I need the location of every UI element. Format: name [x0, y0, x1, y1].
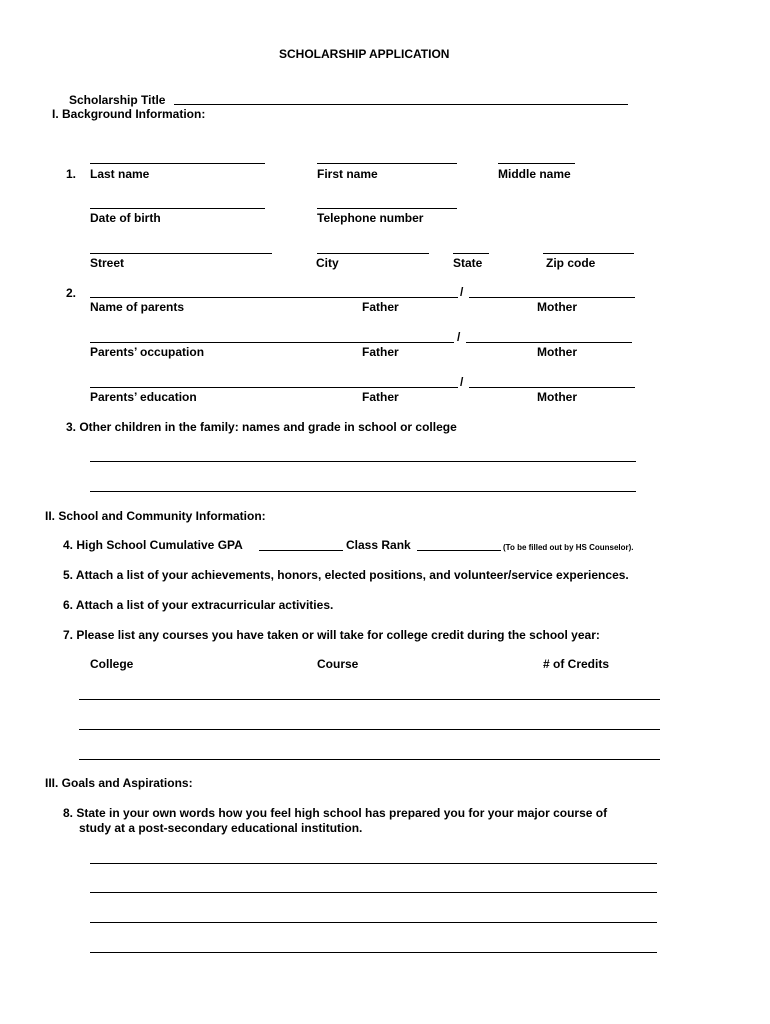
- credits-column-header: # of Credits: [543, 657, 610, 671]
- date-of-birth-field[interactable]: [90, 208, 265, 209]
- class-rank-label: Class Rank: [346, 538, 411, 552]
- last-name-label: Last name: [90, 167, 150, 181]
- essay-answer-line[interactable]: [90, 892, 657, 893]
- parents-education-mother-field[interactable]: [469, 387, 635, 388]
- other-children-line[interactable]: [90, 491, 636, 492]
- state-field[interactable]: [453, 253, 489, 254]
- gpa-field[interactable]: [259, 550, 343, 551]
- item-number-1: 1.: [66, 167, 77, 181]
- slash: /: [457, 330, 461, 344]
- class-rank-field[interactable]: [417, 550, 501, 551]
- slash: /: [460, 285, 464, 299]
- course-column-header: Course: [317, 657, 359, 671]
- page-title: SCHOLARSHIP APPLICATION: [279, 47, 450, 61]
- scholarship-title-label: Scholarship Title: [69, 93, 166, 107]
- college-column-header: College: [90, 657, 134, 671]
- section-2-heading: II. School and Community Information:: [45, 509, 266, 523]
- parents-occupation-mother-field[interactable]: [466, 342, 632, 343]
- essay-answer-line[interactable]: [90, 952, 657, 953]
- item-number-2: 2.: [66, 286, 77, 300]
- question-8-line-2: study at a post-secondary educational institution.: [79, 821, 363, 835]
- other-children-line[interactable]: [90, 461, 636, 462]
- parents-occupation-label: Parents’ occupation: [90, 345, 205, 359]
- first-name-label: First name: [317, 167, 378, 181]
- first-name-field[interactable]: [317, 163, 457, 164]
- city-field[interactable]: [317, 253, 429, 254]
- question-4-gpa: 4. High School Cumulative GPA: [63, 538, 243, 552]
- father-label: Father: [362, 300, 399, 314]
- name-of-parents-label: Name of parents: [90, 300, 185, 314]
- last-name-field[interactable]: [90, 163, 265, 164]
- telephone-field[interactable]: [317, 208, 457, 209]
- father-label: Father: [362, 390, 399, 404]
- course-entry-line[interactable]: [79, 759, 660, 760]
- zip-code-field[interactable]: [543, 253, 634, 254]
- question-5: 5. Attach a list of your achievements, honors, elected positions, and volunteer/service experiences.: [63, 568, 629, 582]
- mother-label: Mother: [537, 300, 577, 314]
- question-6: 6. Attach a list of your extracurricular activities.: [63, 598, 334, 612]
- course-entry-line[interactable]: [79, 699, 660, 700]
- mother-label: Mother: [537, 390, 577, 404]
- essay-answer-line[interactable]: [90, 863, 657, 864]
- parents-education-label: Parents’ education: [90, 390, 197, 404]
- parents-name-mother-field[interactable]: [469, 297, 635, 298]
- telephone-label: Telephone number: [317, 211, 424, 225]
- middle-name-label: Middle name: [498, 167, 571, 181]
- parents-education-father-field[interactable]: [90, 387, 458, 388]
- counselor-note: (To be filled out by HS Counselor).: [503, 543, 634, 552]
- parents-occupation-father-field[interactable]: [90, 342, 454, 343]
- slash: /: [460, 375, 464, 389]
- question-7: 7. Please list any courses you have taken or will take for college credit during the school year:: [63, 628, 600, 642]
- middle-name-field[interactable]: [498, 163, 575, 164]
- street-field[interactable]: [90, 253, 272, 254]
- question-3: 3. Other children in the family: names and grade in school or college: [66, 420, 457, 434]
- essay-answer-line[interactable]: [90, 922, 657, 923]
- mother-label: Mother: [537, 345, 577, 359]
- father-label: Father: [362, 345, 399, 359]
- scholarship-title-field[interactable]: [174, 104, 628, 105]
- zip-code-label: Zip code: [546, 256, 596, 270]
- date-of-birth-label: Date of birth: [90, 211, 161, 225]
- state-label: State: [453, 256, 483, 270]
- section-1-heading: I. Background Information:: [52, 107, 206, 121]
- parents-name-father-field[interactable]: [90, 297, 458, 298]
- question-8-line-1: 8. State in your own words how you feel high school has prepared you for your major course of: [63, 806, 608, 820]
- city-label: City: [316, 256, 339, 270]
- course-entry-line[interactable]: [79, 729, 660, 730]
- section-3-heading: III. Goals and Aspirations:: [45, 776, 193, 790]
- street-label: Street: [90, 256, 125, 270]
